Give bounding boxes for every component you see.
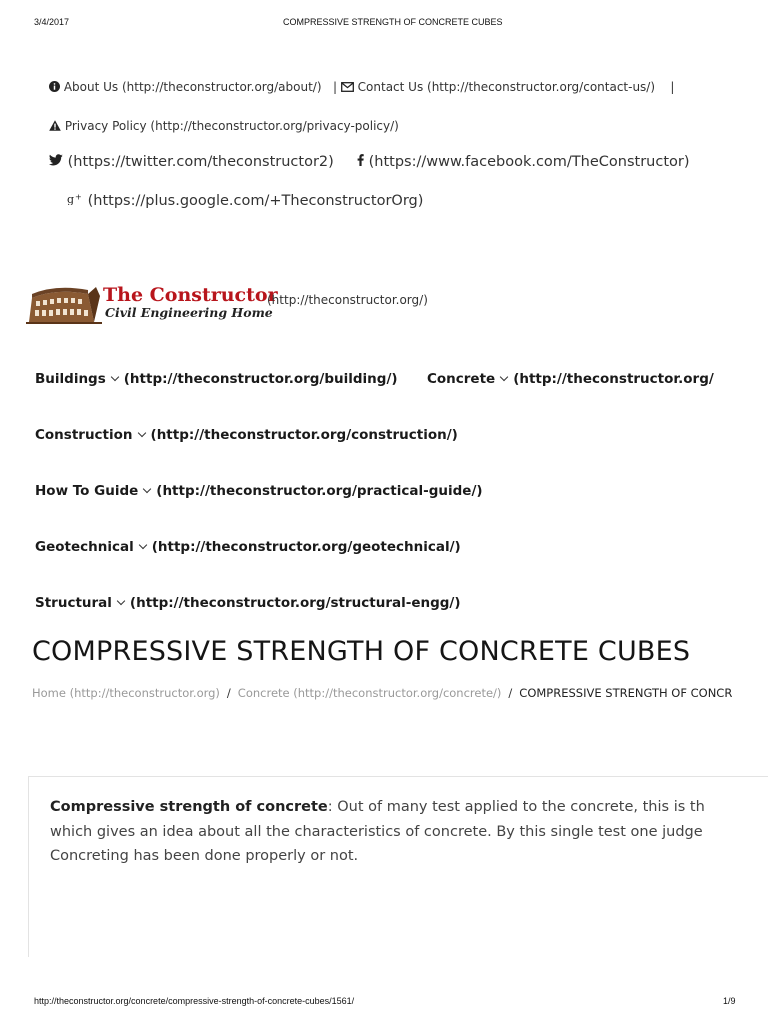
- nav-item-how-to-guide[interactable]: [35, 483, 483, 499]
- svg-text:g: g: [67, 193, 75, 205]
- breadcrumb-current: COMPRESSIVE STRENGTH OF CONCR: [519, 686, 733, 700]
- facebook-link[interactable]: (https://www.facebook.com/TheConstructor): [368, 154, 690, 170]
- envelope-icon: [341, 81, 354, 95]
- nav-item-concrete[interactable]: [427, 371, 714, 387]
- nav-buildings-url: (http://theconstructor.org/building/): [123, 371, 398, 387]
- nav-structural-label: Structural: [35, 595, 112, 611]
- logo-link[interactable]: (http://theconstructor.org/): [267, 293, 428, 307]
- logo-subtitle: Civil Engineering Home: [105, 305, 273, 320]
- nav-item-geotechnical[interactable]: [35, 539, 461, 555]
- chevron-down-icon: [111, 373, 119, 381]
- privacy-policy-link[interactable]: Privacy Policy (http://theconstructor.org/privacy-policy/): [64, 119, 399, 133]
- nav-item-construction[interactable]: [35, 427, 458, 443]
- breadcrumb-separator: /: [226, 686, 231, 700]
- breadcrumb-home[interactable]: Home (http://theconstructor.org): [32, 686, 220, 700]
- top-links-row-1: [49, 80, 674, 95]
- intro-line-2: which gives an idea about all the characteristics of concrete. By this single test one judge: [50, 823, 703, 840]
- chevron-down-icon: [137, 429, 145, 437]
- facebook-icon: [357, 154, 364, 170]
- intro-bold-term: Compressive strength of concrete: [50, 799, 328, 815]
- print-page-number: 1/9: [723, 996, 736, 1006]
- intro-line-3: Concreting has been done properly or not.: [50, 848, 359, 864]
- top-separator: |: [332, 80, 338, 94]
- chevron-down-icon: [143, 485, 151, 493]
- nav-row-1: [35, 371, 714, 387]
- top-separator: |: [670, 80, 675, 94]
- print-url: http://theconstructor.org/concrete/compressive-strength-of-concrete-cubes/1561/: [34, 996, 355, 1006]
- logo[interactable]: [26, 282, 278, 324]
- nav-structural-url: (http://theconstructor.org/structural-engg/): [129, 595, 461, 611]
- google-plus-icon: [67, 193, 83, 209]
- google-plus-link[interactable]: (https://plus.google.com/+TheconstructorOrg): [87, 193, 424, 209]
- logo-title: The Constructor: [103, 284, 278, 306]
- nav-geotechnical-url: (http://theconstructor.org/geotechnical/): [151, 539, 461, 555]
- contact-us-link[interactable]: Contact Us (http://theconstructor.org/contact-us/): [357, 80, 656, 94]
- nav-geotechnical-label: Geotechnical: [35, 539, 134, 555]
- print-date: 3/4/2017: [34, 17, 70, 27]
- chevron-down-icon: [117, 597, 125, 605]
- twitter-link[interactable]: (https://twitter.com/theconstructor2): [67, 154, 334, 170]
- article-intro: [50, 795, 768, 869]
- nav-item-structural[interactable]: [35, 595, 461, 611]
- about-us-link[interactable]: About Us (http://theconstructor.org/about/): [63, 80, 322, 94]
- top-links-row-2: [49, 119, 399, 134]
- social-row-2: [67, 193, 423, 209]
- svg-text:+: +: [75, 193, 82, 202]
- intro-line-1: [50, 795, 768, 820]
- breadcrumb-concrete[interactable]: Concrete (http://theconstructor.org/concrete/): [237, 686, 502, 700]
- chevron-down-icon: [500, 373, 508, 381]
- intro-line-1-text: : Out of many test applied to the concrete, this is th: [327, 799, 705, 815]
- nav-concrete-label: Concrete: [426, 371, 496, 387]
- page-title: COMPRESSIVE STRENGTH OF CONCRETE CUBES: [32, 636, 691, 667]
- nav-item-buildings[interactable]: [35, 371, 402, 387]
- info-icon: [49, 81, 60, 95]
- nav-howto-url: (http://theconstructor.org/practical-guide/): [156, 483, 483, 499]
- nav-howto-label: How To Guide: [35, 483, 139, 499]
- nav-buildings-label: Buildings: [35, 371, 106, 387]
- breadcrumb-separator: /: [508, 686, 513, 700]
- twitter-icon: [49, 154, 63, 170]
- warning-icon: [49, 120, 61, 134]
- nav-construction-label: Construction: [35, 427, 133, 443]
- nav-construction-url: (http://theconstructor.org/construction/): [150, 427, 458, 443]
- colosseum-logo-image: [26, 284, 102, 324]
- breadcrumb: [32, 686, 732, 700]
- nav-concrete-url: (http://theconstructor.org/: [513, 371, 714, 387]
- chevron-down-icon: [138, 541, 146, 549]
- print-doc-title: COMPRESSIVE STRENGTH OF CONCRETE CUBES: [283, 17, 503, 27]
- social-row-1: [49, 154, 690, 170]
